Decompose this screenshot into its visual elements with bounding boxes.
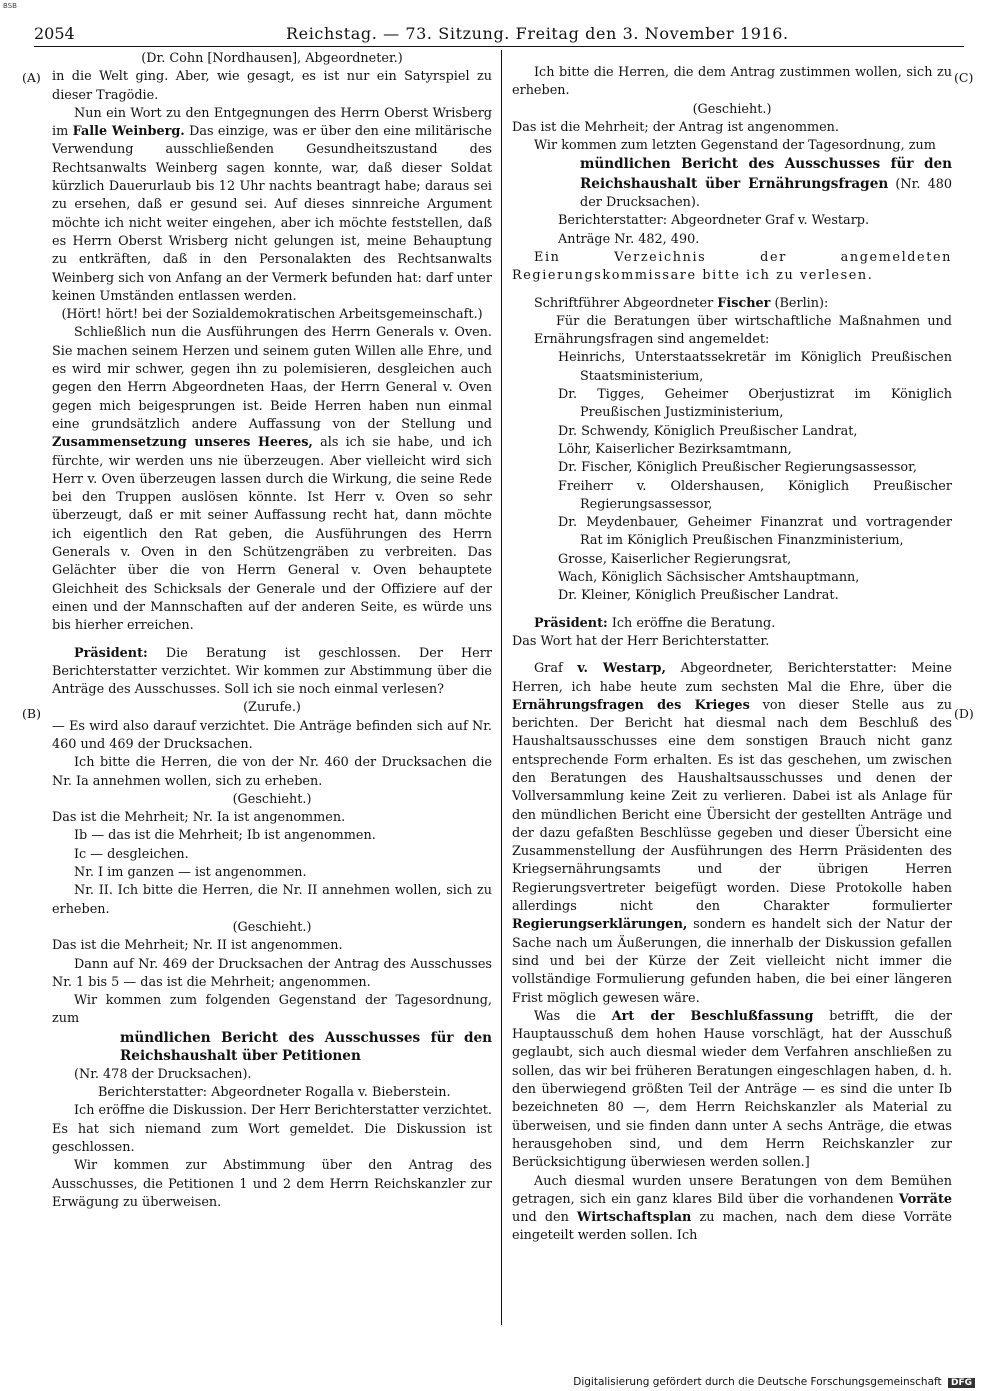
paragraph: Das ist die Mehrheit; Nr. II ist angenommen. (52, 938, 343, 954)
agenda-heading: mündlichen Bericht des Ausschusses für den Reichshaushalt über Petitionen (120, 1029, 492, 1065)
motions-line: Anträge Nr. 482, 490. (558, 231, 700, 247)
agenda-heading: mündlichen Bericht des Ausschusses für den Reichshaushalt über Ernährungsfragen (Nr. 480 der Drucksachen). (580, 156, 952, 211)
speaker-label: Präsident: (534, 615, 608, 631)
paragraph: Dann auf Nr. 469 der Drucksachen der Antrag des Ausschusses Nr. 1 bis 5 — das ist die Mehrheit; angenommen. (52, 956, 492, 990)
paragraph: Präsident: Die Beratung ist geschlossen. Der Herr Berichterstatter verzichtet. Wir kommen zur Abstimmung über die Anträge des Ausschusses. Soll ich sie noch einmal verlesen? (52, 645, 492, 698)
speaker-label: Präsident: (74, 645, 148, 661)
list-item: Heinrichs, Unterstaatssekretär im Königlich Preußischen Staatsministerium, (558, 350, 952, 384)
paragraph: Ein Verzeichnis der angemeldeten Regierungskommissare bitte ich zu verlesen. (512, 249, 952, 284)
emphasis: Regierungserklärungen, (512, 917, 688, 933)
paragraph: Das ist die Mehrheit; Nr. Ia ist angenommen. (52, 810, 346, 826)
paragraph: Ic — desgleichen. (74, 846, 189, 862)
list-item: Dr. Meydenbauer, Geheimer Finanzrat und vortragender Rat im Königlich Preußischen Finanzministerium, (558, 515, 952, 549)
header-rule (34, 46, 964, 47)
interjection: (Hört! hört! bei der Sozialdemokratischen Arbeitsgemeinschaft.) (61, 307, 483, 323)
margin-mark-c: (C) (954, 70, 974, 85)
paragraph: Nr. I im ganzen — ist angenommen. (74, 865, 307, 881)
speaker-label: v. Westarp, (577, 661, 666, 677)
library-stamp: BSB (3, 2, 17, 10)
paragraph: in die Welt ging. Aber, wie gesagt, es ist nur ein Satyrspiel zu dieser Tragödie. (52, 69, 492, 103)
paragraph: Wir kommen zum letzten Gegenstand der Tagesordnung, zum (534, 138, 936, 154)
page-header (34, 24, 964, 44)
paragraph: Nun ein Wort zu den Entgegnungen des Herrn Oberst Wrisberg im Falle Weinberg. Das einzige, was er über den eine militärische Verwendung ausschließenden Gesundheitszustand des Rechtsanwalts Weinberg sagen konnte, war, daß dieser Soldat kürzlich Dauerurlaub bis 12 Uhr nachts beantragt habe; daraus sei zu ersehen, daß er gesund sei. Auf dieses sinnreiche Argument möchte ich nicht weiter eingehen, aber ich möchte feststellen, daß es Herrn Oberst Wrisberg nicht gelungen ist, meine Behauptung zu entkräften, daß in den Personalakten des Rechtsanwalts Weinberg sich von Anfang an der Vermerk befunden hat: darf unter keinen Umständen entlassen werden. (52, 105, 492, 304)
interjection: (Geschieht.) (232, 791, 312, 807)
paragraph: Wir kommen zum folgenden Gegenstand der Tagesordnung, zum (52, 993, 492, 1027)
paragraph: Ich bitte die Herren, die dem Antrag zustimmen wollen, sich zu erheben. (512, 65, 952, 99)
paragraph: Für die Beratungen über wirtschaftliche Maßnahmen und Ernährungsfragen sind angemeldet: (534, 313, 952, 348)
paragraph: Ib — das ist die Mehrheit; Ib ist angenommen. (74, 828, 376, 844)
emphasis: Art der Beschlußfassung (611, 1008, 814, 1024)
margin-mark-b: (B) (22, 706, 41, 721)
list-item: Grosse, Kaiserlicher Regierungsrat, (558, 551, 792, 567)
interjection: (Geschieht.) (232, 919, 312, 935)
list-item: Dr. Tigges, Geheimer Oberjustizrat im Königlich Preußischen Justizministerium, (558, 387, 952, 421)
paragraph: Ich eröffne die Diskussion. Der Herr Berichterstatter verzichtet. Es hat sich niemand zum Wort gemeldet. Die Diskussion ist geschlossen. (52, 1103, 493, 1155)
paragraph: Nr. II. Ich bitte die Herren, die Nr. II annehmen wollen, sich zu erheben. (52, 883, 492, 917)
paragraph: Auch diesmal wurden unsere Beratungen von dem Bemühen getragen, sich ein ganz klares Bild über die vorhandenen Vorräte und den Wirtschaftsplan zu machen, nach dem diese Vorräte eingeteilt werden sollen. Ich (512, 1173, 952, 1244)
running-title: Reichstag. — 73. Sitzung. Freitag den 3. November 1916. (286, 24, 789, 43)
list-item: Freiherr v. Oldershausen, Königlich Preußischer Regierungsassessor, (558, 478, 952, 512)
paragraph: Schriftführer Abgeordneter Fischer (Berlin): (534, 295, 829, 311)
paragraph: — Es wird also darauf verzichtet. Die Anträge befinden sich auf Nr. 460 und 469 der Drucksachen. (52, 718, 492, 752)
list-item: Dr. Kleiner, Königlich Preußischer Landrat. (558, 588, 839, 604)
paragraph: Das ist die Mehrheit; der Antrag ist angenommen. (512, 119, 839, 135)
emphasis: Wirtschaftsplan (577, 1210, 692, 1226)
interjection: (Zurufe.) (243, 700, 301, 716)
emphasis: Zusammensetzung unseres Heeres, (52, 435, 313, 451)
emphasis: Falle Weinberg. (72, 124, 185, 140)
paragraph: (Nr. 478 der Drucksachen). (74, 1066, 252, 1082)
footer-text: Digitalisierung gefördert durch die Deutsche Forschungsgemeinschaft (573, 1376, 942, 1388)
rapporteur-line: Berichterstatter: Abgeordneter Rogalla v. Bieberstein. (98, 1085, 451, 1101)
paragraph: Das Wort hat der Herr Berichterstatter. (512, 633, 770, 649)
list-item: Dr. Schwendy, Königlich Preußischer Landrat, (558, 423, 858, 439)
paragraph: Präsident: Ich eröffne die Beratung. (534, 615, 776, 631)
dfg-logo: DFG (948, 1378, 975, 1388)
rapporteur-line: Berichterstatter: Abgeordneter Graf v. Westarp. (558, 213, 870, 229)
speaker-continuation: (Dr. Cohn [Nordhausen], Abgeordneter.) (141, 51, 403, 66)
emphasis: Ernährungsfragen des Krieges (512, 697, 750, 713)
paragraph: Ich bitte die Herren, die von der Nr. 460 der Drucksachen die Nr. Ia annehmen wollen, sich zu erheben. (52, 755, 492, 789)
paragraph: Graf v. Westarp, Abgeordneter, Berichterstatter: Meine Herren, ich habe heute zum sechsten Mal die Ehre, über die Ernährungsfragen des Krieges von dieser Stelle aus zu berichten. Der Bericht hat diesmal nach dem Beschluß des Haushaltsausschusses eine dem sonstigen Brauch nicht ganz entsprechende Form erhalten. Es ist das geschehen, um zwischen den Beratungen des Haushaltsausschusses und denen der Vollversammlung keine Zeit zu verlieren. Dabei ist als Anlage für den mündlichen Bericht eine Übersicht der gestellten Anträge und der dazu gefaßten Beschlüsse gegeben und dieser Übersicht eine Zusammenstellung der Ausführungen des Herrn Präsidenten des Kriegsernährungsamts und der übrigen Herren Regierungsvertreter beigefügt worden. Diese Protokolle haben allerdings nicht den Charakter formulierter Regierungserklärungen, sondern es handelt sich der Natur der Sache nach um Äußerungen, die innerhalb der Diskussion gefallen sind und bei der Kürze der Zeit vielleicht nicht immer die vollständige Formulierung gefunden haben, die bei einer längeren Frist möglich gewesen wäre. (512, 661, 953, 1006)
funding-footer (573, 1376, 975, 1388)
margin-mark-a: (A) (22, 70, 41, 85)
list-item: Wach, Königlich Sächsischer Amtshauptmann, (558, 570, 860, 586)
left-column (52, 50, 492, 1212)
list-item: Löhr, Kaiserlicher Bezirksamtmann, (558, 441, 792, 457)
list-item: Dr. Fischer, Königlich Preußischer Regierungsassessor, (558, 460, 917, 476)
column-divider (501, 50, 502, 1325)
speaker-label: Fischer (717, 295, 771, 311)
right-column (512, 64, 952, 1246)
interjection: (Geschieht.) (692, 101, 772, 117)
paragraph: Was die Art der Beschlußfassung betrifft, die der Hauptausschuß dem hohen Hause vorschlägt, hat der Ausschuß geglaubt, sich auch diesmal wieder dem Verfahren anschließen zu sollen, das wir bei früheren Beratungen eingeschlagen haben, d. h. den überwiegend größten Teil der Anträge — es sind die unter Ib bezeichneten 80 —, dem Herrn Reichskanzler als Material zu überweisen, und sie finden dann unter A sechs Anträge, die etwas herausgehoben sind, und dem Herrn Reichskanzler zur Berücksichtigung überwiesen werden sollen.] (512, 1008, 953, 1171)
paragraph: Wir kommen zur Abstimmung über den Antrag des Ausschusses, die Petitionen 1 und 2 dem Herrn Reichskanzler zur Erwägung zu überweisen. (52, 1158, 492, 1210)
page-number: 2054 (34, 24, 75, 43)
emphasis: Vorräte (898, 1191, 952, 1207)
paragraph: Schließlich nun die Ausführungen des Herrn Generals v. Oven. Sie machen seinem Herzen und seinem guten Willen alle Ehre, und es wird mir schwer, gegen ihn zu polemisieren, desgleichen auch gegen den Herrn Abgeordneten Haas, der Herrn General v. Oven gegen mich beigesprungen ist. Beide Herren haben nun einmal eine grundsätzlich andere Auffassung von der Stellung und Zusammensetzung unseres Heeres, als ich sie habe, und ich fürchte, wir werden uns nie überzeugen. Aber vielleicht wird sich Herr v. Oven überzeugen lassen durch die Wirkung, die seine Rede bei den Truppen auslösen könnte. Ist Herr v. Oven so sehr überzeugt, daß er mit seiner Auffassung recht hat, dann möchte ich eigentlich den Rat geben, die Ausführungen des Herrn Generals v. Oven in den Schützengräben zu verbreiten. Das Gelächter über die von Herrn General v. Oven behauptete Gleichheit des Schicksals der Generale und der Offiziere auf der einen und der Mannschaften auf der anderen Seite, es würde uns bis hierher erreichen. (52, 325, 492, 634)
margin-mark-d: (D) (954, 706, 974, 721)
